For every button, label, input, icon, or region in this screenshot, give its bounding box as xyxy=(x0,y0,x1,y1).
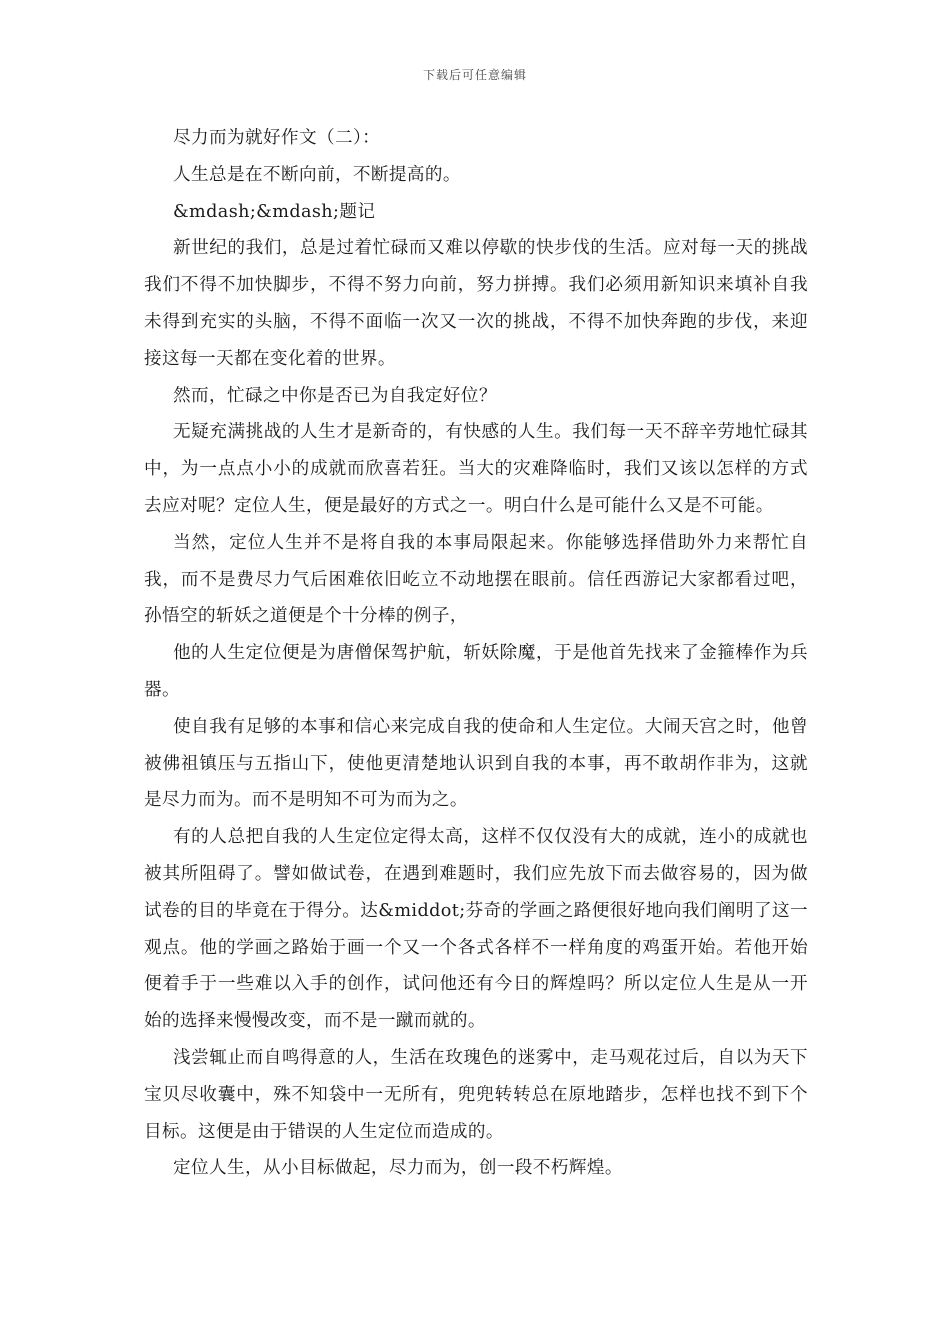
paragraph: 当然，定位人生并不是将自我的本事局限起来。你能够选择借助外力来帮忙自我，而不是费尽力气后困难依旧屹立不动地摆在眼前。信任西游记大家都看过吧，孙悟空的斩妖之道便是个十分棒的例子， xyxy=(144,532,808,627)
paragraph: 浅尝辄止而自鸣得意的人，生活在玫瑰色的迷雾中，走马观花过后，自以为天下宝贝尽收囊中，殊不知袋中一无所有，兜兜转转总在原地踏步，怎样也找不到下个目标。这便是由于错误的人生定位而造成的。 xyxy=(144,1047,808,1142)
essay-title: 尽力而为就好作文（二）： xyxy=(173,128,381,148)
essay-subtitle: 人生总是在不断向前，不断提高的。 xyxy=(173,164,461,185)
paragraph: 有的人总把自我的人生定位定得太高，这样不仅仅没有大的成就，连小的成就也被其所阻碍了。譬如做试卷，在遇到难题时，我们应先放下而去做容易的，因为做试卷的目的毕竟在于得分。达&middot;芬奇的学画之路便很好地向我们阐明了这一观点。他的学画之路始于画一个又一个各式各样不一样角度的鸡蛋开始。若他开始便着手于一些难以入手的创作，试问他还有今日的辉煌吗？所以定位人生是从一开始的选择来慢慢改变，而不是一蹴而就的。 xyxy=(144,827,808,1032)
paragraph: 他的人生定位便是为唐僧保驾护航，斩妖除魔，于是他首先找来了金箍棒作为兵器。 xyxy=(144,643,808,700)
closing-paragraph: 定位人生，从小目标做起，尽力而为，创一段不朽辉煌。 xyxy=(173,1158,623,1179)
paragraph: 然而，忙碌之中你是否已为自我定好位？ xyxy=(173,385,497,406)
paragraph: 使自我有足够的本事和信心来完成自我的使命和人生定位。大闹天宫之时，他曾被佛祖镇压与五指山下，使他更清楚地认识到自我的本事，再不敢胡作非为，这就是尽力而为。而不是明知不可为而为之。 xyxy=(144,716,808,811)
paragraph: 无疑充满挑战的人生才是新奇的，有快感的人生。我们每一天不辞辛劳地忙碌其中，为一点点小小的成就而欣喜若狂。当大的灾难降临时，我们又该以怎样的方式去应对呢？定位人生，便是最好的方式之一。明白什么是可能什么又是不可能。 xyxy=(144,422,808,516)
essay-body xyxy=(144,120,808,1187)
page-header: 下载后可任意编辑 xyxy=(422,68,527,82)
paragraph: 新世纪的我们，总是过着忙碌而又难以停歇的快步伐的生活。应对每一天的挑战我们不得不加快脚步，不得不努力向前，努力拼搏。我们必须用新知识来填补自我未得到充实的头脑，不得不面临一次又一次的挑战，不得不加快奔跑的步伐，来迎接这每一天都在变化着的世界。 xyxy=(144,238,808,369)
epigraph-attribution: &mdash;&mdash;题记 xyxy=(173,201,376,222)
